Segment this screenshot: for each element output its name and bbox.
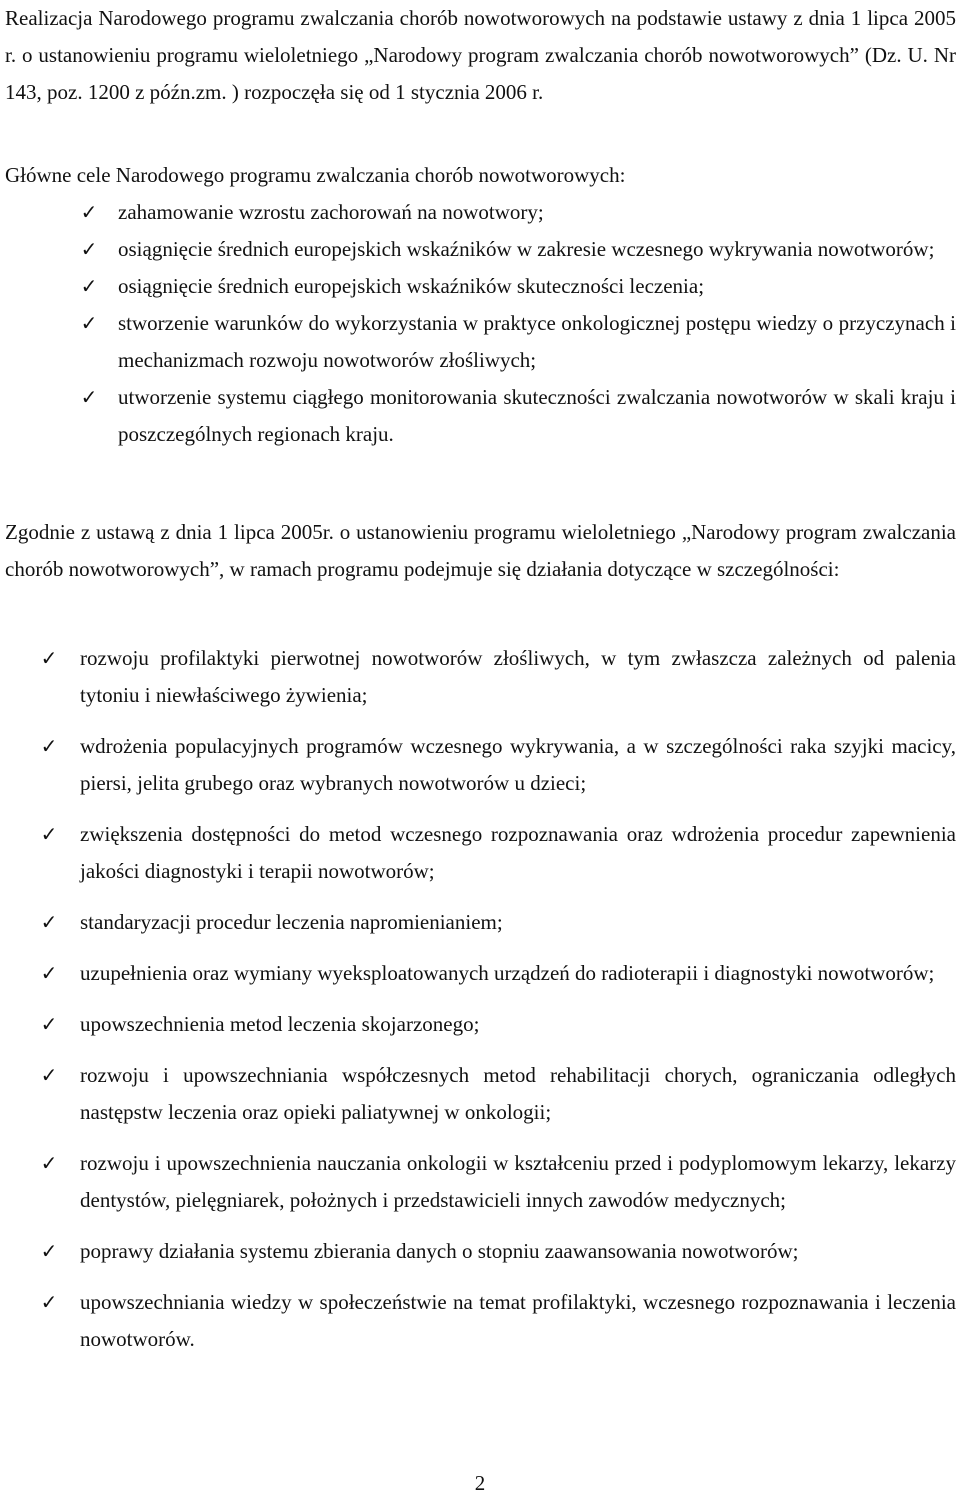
checkmark-icon: ✓ [80, 200, 98, 224]
checkmark-icon: ✓ [40, 822, 58, 846]
checkmark-icon: ✓ [40, 1063, 58, 1087]
list-item [0, 728, 960, 802]
action-text: zwiększenia dostępności do metod wczesnego rozpoznawania oraz wdrożenia procedur zapewnienia jakości diagnostyki i terapii nowotworów; [80, 822, 956, 883]
list-item [0, 1233, 960, 1270]
checkmark-icon: ✓ [40, 910, 58, 934]
list-item [0, 231, 960, 268]
list-item [0, 305, 960, 379]
goals-list [0, 194, 960, 453]
list-item [0, 1284, 960, 1358]
checkmark-icon: ✓ [80, 237, 98, 261]
list-item [0, 640, 960, 714]
goal-text: utworzenie systemu ciągłego monitorowania skuteczności zwalczania nowotworów w skali kraju i poszczególnych regionach kraju. [118, 385, 956, 446]
checkmark-icon: ✓ [40, 1239, 58, 1263]
list-item [0, 904, 960, 941]
action-text: uzupełnienia oraz wymiany wyeksploatowanych urządzeń do radioterapii i diagnostyki nowotworów; [80, 961, 935, 985]
goal-text: stworzenie warunków do wykorzystania w praktyce onkologicznej postępu wiedzy o przyczynach i mechanizmach rozwoju nowotworów złośliwych; [118, 311, 956, 372]
action-text: wdrożenia populacyjnych programów wczesnego wykrywania, a w szczególności raka szyjki macicy, piersi, jelita grubego oraz wybranych nowotworów u dzieci; [80, 734, 956, 795]
action-text: rozwoju profilaktyki pierwotnej nowotworów złośliwych, w tym zwłaszcza zależnych od palenia tytoniu i niewłaściwego żywienia; [80, 646, 956, 707]
list-item [0, 268, 960, 305]
checkmark-icon: ✓ [40, 1290, 58, 1314]
checkmark-icon: ✓ [80, 311, 98, 335]
action-text: upowszechniania wiedzy w społeczeństwie na temat profilaktyki, wczesnego rozpoznawania i leczenia nowotworów. [80, 1290, 956, 1351]
checkmark-icon: ✓ [40, 961, 58, 985]
action-text: poprawy działania systemu zbierania danych o stopniu zaawansowania nowotworów; [80, 1239, 799, 1263]
goals-heading: Główne cele Narodowego programu zwalczania chorób nowotworowych: [5, 163, 626, 187]
action-text: standaryzacji procedur leczenia napromienianiem; [80, 910, 503, 934]
list-item [0, 194, 960, 231]
checkmark-icon: ✓ [40, 646, 58, 670]
checkmark-icon: ✓ [40, 1151, 58, 1175]
page-number: 2 [474, 1471, 486, 1495]
law-paragraph: Zgodnie z ustawą z dnia 1 lipca 2005r. o ustanowieniu programu wieloletniego „Narodowy program zwalczania chorób nowotworowych”, w ramach programu podejmuje się działania dotyczące w szczególności: [5, 520, 956, 581]
checkmark-icon: ✓ [80, 274, 98, 298]
action-text: rozwoju i upowszechnienia nauczania onkologii w kształceniu przed i podyplomowym lekarzy, lekarzy dentystów, pielęgniarek, położnych i przedstawicieli innych zawodów medycznych; [80, 1151, 956, 1212]
checkmark-icon: ✓ [40, 734, 58, 758]
checkmark-icon: ✓ [40, 1012, 58, 1036]
goal-text: osiągnięcie średnich europejskich wskaźników skuteczności leczenia; [118, 274, 705, 298]
action-text: upowszechnienia metod leczenia skojarzonego; [80, 1012, 480, 1036]
list-item [0, 379, 960, 453]
goal-text: osiągnięcie średnich europejskich wskaźników w zakresie wczesnego wykrywania nowotworów; [118, 237, 935, 261]
intro-paragraph: Realizacja Narodowego programu zwalczania chorób nowotworowych na podstawie ustawy z dnia 1 lipca 2005 r. o ustanowieniu programu wieloletniego „Narodowy program zwalczania chorób nowotworowych” (Dz. U. Nr 143, poz. 1200 z późn.zm. ) rozpoczęła się od 1 stycznia 2006 r. [5, 6, 956, 104]
list-item [0, 1057, 960, 1131]
list-item [0, 955, 960, 992]
list-item [0, 1145, 960, 1219]
actions-list [0, 640, 960, 1372]
list-item [0, 1006, 960, 1043]
list-item [0, 816, 960, 890]
action-text: rozwoju i upowszechniania współczesnych metod rehabilitacji chorych, ograniczania odległych następstw leczenia oraz opieki paliatywnej w onkologii; [80, 1063, 956, 1124]
checkmark-icon: ✓ [80, 385, 98, 409]
goal-text: zahamowanie wzrostu zachorowań na nowotwory; [118, 200, 544, 224]
